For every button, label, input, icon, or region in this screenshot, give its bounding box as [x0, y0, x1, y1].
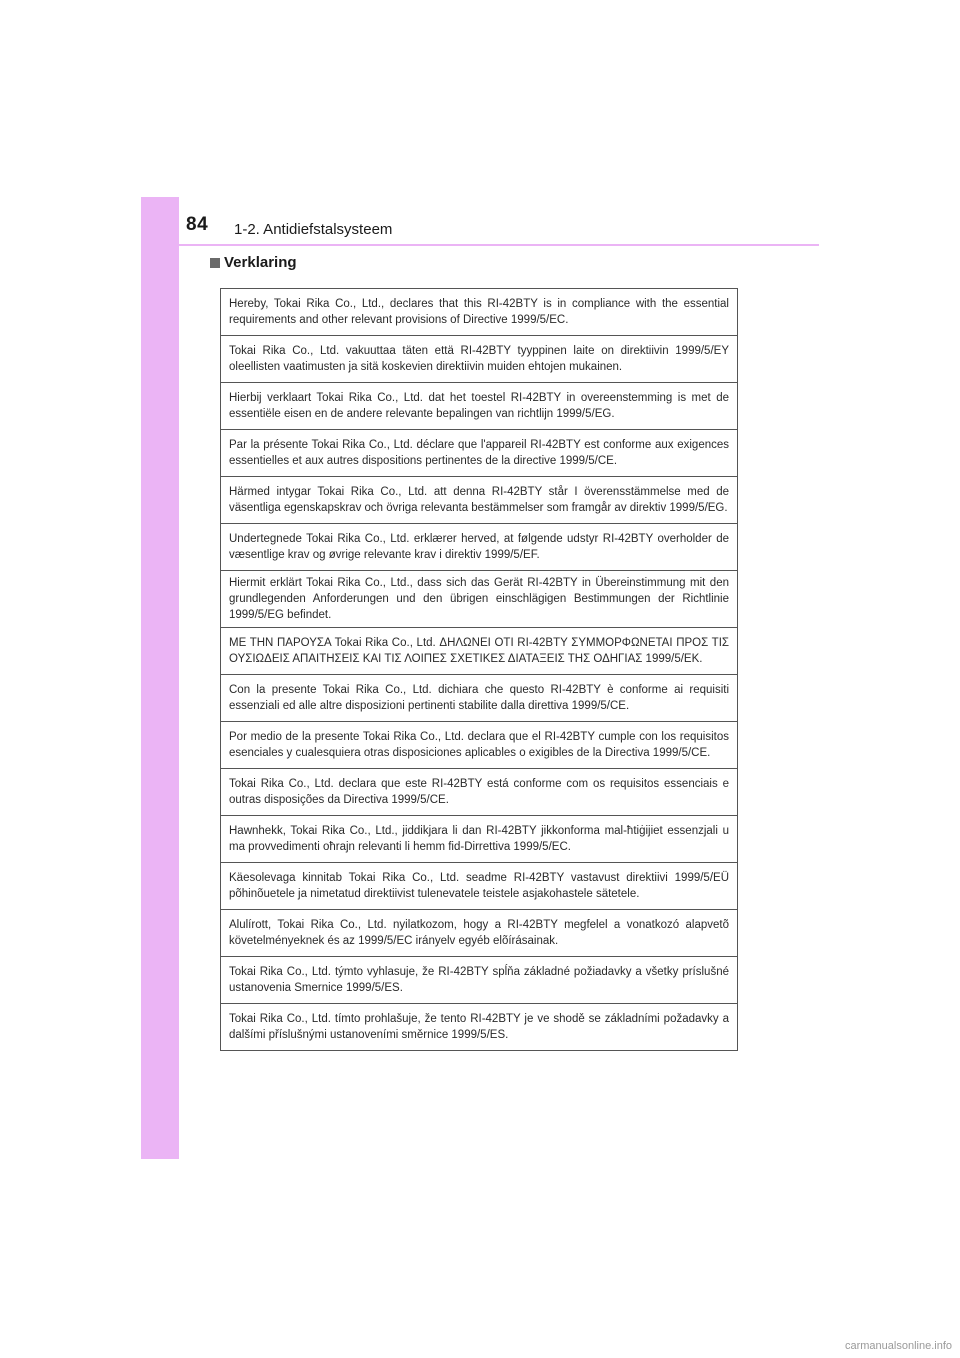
declaration-row — [221, 769, 738, 816]
declaration-row — [221, 289, 738, 336]
declaration-row — [221, 957, 738, 1004]
declaration-table — [220, 288, 738, 1051]
square-bullet-icon — [210, 258, 220, 268]
declaration-row — [221, 816, 738, 863]
declaration-cell-en: Hereby, Tokai Rika Co., Ltd., declares that this RI-42BTY is in compliance with the essential requirements and other relevant provisions of Directive 1999/5/EC. — [221, 289, 738, 336]
declaration-cell-es: Por medio de la presente Tokai Rika Co., Ltd. declara que el RI-42BTY cumple con los requisitos esenciales y cualesquiera otras disposiciones aplicables o exigibles de la Directiva 1999/5/CE. — [221, 722, 738, 769]
declaration-cell-el: ΜΕ ΤΗΝ ΠΑΡΟΥΣΑ Tokai Rika Co., Ltd. ΔΗΛΩΝΕΙ ΟΤΙ RI-42BTY ΣΥΜΜΟΡΦΩΝΕΤΑΙ ΠΡΟΣ ΤΙΣ ΟΥΣΙΩΔΕΙΣ ΑΠΑΙΤΗΣΕΙΣ ΚΑΙ ΤΙΣ ΛΟΙΠΕΣ ΣΧΕΤΙΚΕΣ ΔΙΑΤΑΞΕΙΣ ΤΗΣ ΟΔΗΓΙΑΣ 1999/5/ΕΚ. — [221, 628, 738, 675]
declaration-row — [221, 336, 738, 383]
declaration-cell-de: Hiermit erklärt Tokai Rika Co., Ltd., dass sich das Gerät RI-42BTY in Übereinstimmung mit den grundlegenden Anforderungen und den übrigen einschlägigen Bestimmungen der Richtlinie 1999/5/EG befindet. — [221, 571, 738, 628]
footer-watermark: carmanualsonline.info — [844, 1340, 952, 1352]
declaration-cell-hu: Alulírott, Tokai Rika Co., Ltd. nyilatkozom, hogy a RI-42BTY megfelel a vonatkozó alapvetõ követelményeknek és az 1999/5/EC irányelv egyéb elõírásainak. — [221, 910, 738, 957]
declaration-cell-fr: Par la présente Tokai Rika Co., Ltd. déclare que l'appareil RI-42BTY est conforme aux exigences essentielles et aux autres dispositions pertinentes de la directive 1999/5/CE. — [221, 430, 738, 477]
declaration-row — [221, 477, 738, 524]
declaration-row — [221, 383, 738, 430]
declaration-cell-da: Undertegnede Tokai Rika Co., Ltd. erklærer herved, at følgende udstyr RI-42BTY overholder de væsentlige krav og øvrige relevante krav i direktiv 1999/5/EF. — [221, 524, 738, 571]
heading-verklaring — [210, 254, 297, 271]
declaration-row — [221, 571, 738, 628]
declaration-cell-mt: Hawnhekk, Tokai Rika Co., Ltd., jiddikjara li dan RI-42BTY jikkonforma mal-ħtiġijiet essenzjali u ma provvedimenti oħrajn relevanti li hemm fid-Dirrettiva 1999/5/EC. — [221, 816, 738, 863]
declaration-row — [221, 524, 738, 571]
declaration-row — [221, 675, 738, 722]
declaration-row — [221, 910, 738, 957]
heading-text: Verklaring — [224, 254, 297, 271]
chapter-side-strip — [141, 197, 179, 1159]
declaration-cell-cs: Tokai Rika Co., Ltd. tímto prohlašuje, že tento RI-42BTY je ve shodě se základními požadavky a dalšími příslušnými ustanoveními směrnice 1999/5/ES. — [221, 1004, 738, 1051]
declaration-cell-sv: Härmed intygar Tokai Rika Co., Ltd. att denna RI-42BTY står I överensstämmelse med de väsentliga egenskapskrav och övriga relevanta bestämmelser som framgår av direktiv 1999/5/EG. — [221, 477, 738, 524]
declaration-row — [221, 863, 738, 910]
declaration-row — [221, 1004, 738, 1051]
declaration-row — [221, 430, 738, 477]
declaration-row — [221, 722, 738, 769]
declaration-cell-fi: Tokai Rika Co., Ltd. vakuuttaa täten että RI-42BTY tyyppinen laite on direktiivin 1999/5/EY oleellisten vaatimusten ja sitä koskevien direktiivin muiden ehtojen mukainen. — [221, 336, 738, 383]
declaration-cell-it: Con la presente Tokai Rika Co., Ltd. dichiara che questo RI-42BTY è conforme ai requisiti essenziali ed alle altre disposizioni pertinenti stabilite dalla direttiva 1999/5/CE. — [221, 675, 738, 722]
header-divider — [179, 244, 819, 246]
declaration-cell-et: Käesolevaga kinnitab Tokai Rika Co., Ltd. seadme RI-42BTY vastavust direktiivi 1999/5/EÜ põhinõuetele ja nimetatud direktiivist tulenevatele teistele asjakohastele sätetele. — [221, 863, 738, 910]
declaration-cell-pt: Tokai Rika Co., Ltd. declara que este RI-42BTY está conforme com os requisitos essenciais e outras disposições da Directiva 1999/5/CE. — [221, 769, 738, 816]
declaration-cell-nl: Hierbij verklaart Tokai Rika Co., Ltd. dat het toestel RI-42BTY in overeenstemming is met de essentiële eisen en de andere relevante bepalingen van richtlijn 1999/5/EG. — [221, 383, 738, 430]
declaration-row — [221, 628, 738, 675]
declaration-cell-sk: Tokai Rika Co., Ltd. týmto vyhlasuje, že RI-42BTY spĺňa základné požiadavky a všetky príslušné ustanovenia Smernice 1999/5/ES. — [221, 957, 738, 1004]
page-number: 84 — [186, 214, 209, 235]
section-title: 1-2. Antidiefstalsysteem — [234, 221, 393, 238]
